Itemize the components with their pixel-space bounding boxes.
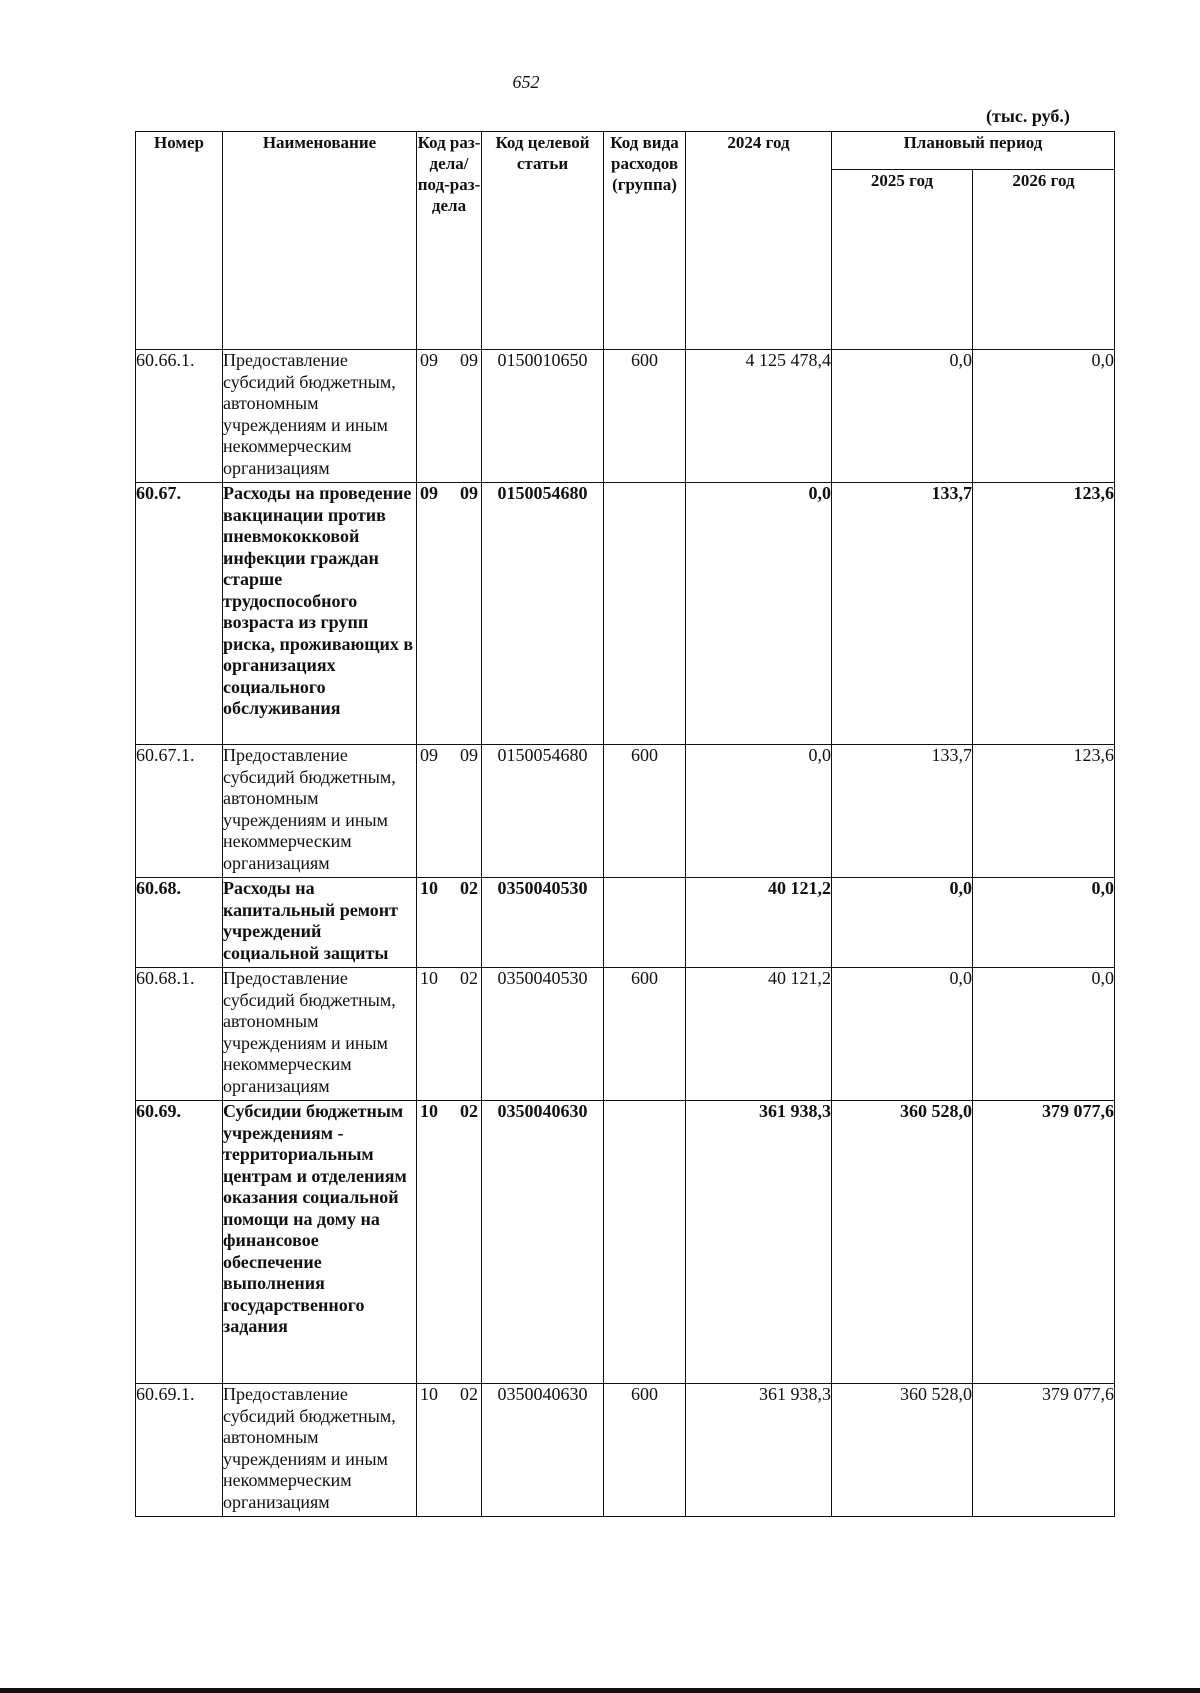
row-name: Предоставление субсидий бюджетным, автономным учреждениям и иным некоммерческим организациям	[223, 350, 417, 483]
row-amount-2024: 40 121,2	[686, 878, 832, 968]
row-expense-group	[604, 878, 686, 968]
row-amount-2024: 40 121,2	[686, 968, 832, 1101]
table-row	[136, 483, 1115, 745]
row-amount-2025: 133,7	[832, 745, 973, 878]
row-name: Предоставление субсидий бюджетным, автономным учреждениям и иным некоммерческим организациям	[223, 1384, 417, 1517]
row-target-code: 0150010650	[482, 350, 604, 483]
row-amount-2025: 360 528,0	[832, 1384, 973, 1517]
row-expense-group	[604, 1101, 686, 1384]
row-amount-2024: 0,0	[686, 745, 832, 878]
section-code: 09	[420, 483, 438, 503]
row-expense-group: 600	[604, 968, 686, 1101]
header-target-code: Код целевой статьи	[482, 132, 604, 350]
table-row	[136, 1101, 1115, 1384]
row-name: Предоставление субсидий бюджетным, автономным учреждениям и иным некоммерческим организациям	[223, 745, 417, 878]
row-expense-group: 600	[604, 745, 686, 878]
section-code: 10	[420, 968, 438, 988]
section-code: 10	[420, 1384, 438, 1404]
row-target-code: 0150054680	[482, 745, 604, 878]
header-expense-type: Код вида расходов (группа)	[604, 132, 686, 350]
subsection-code: 02	[460, 1384, 478, 1404]
row-amount-2024: 361 938,3	[686, 1101, 832, 1384]
row-amount-2024: 4 125 478,4	[686, 350, 832, 483]
table-row	[136, 350, 1115, 483]
row-amount-2024: 361 938,3	[686, 1384, 832, 1517]
scan-edge-line	[0, 1688, 1200, 1693]
subsection-code: 02	[460, 968, 478, 988]
section-code: 10	[420, 1101, 438, 1121]
section-code: 09	[420, 745, 438, 765]
row-amount-2026: 0,0	[973, 968, 1115, 1101]
row-target-code: 0350040630	[482, 1384, 604, 1517]
row-name: Расходы на капитальный ремонт учреждений социальной защиты	[223, 878, 417, 968]
row-section-code	[417, 878, 482, 968]
row-amount-2026: 379 077,6	[973, 1384, 1115, 1517]
header-section-code: Код раз-дела/ под-раз-дела	[417, 132, 482, 350]
row-section-code	[417, 350, 482, 483]
subsection-code: 02	[460, 1101, 478, 1121]
subsection-code: 09	[460, 745, 478, 765]
subsection-code: 02	[460, 878, 478, 898]
row-number: 60.67.	[136, 483, 223, 745]
header-year-2026: 2026 год	[973, 170, 1115, 350]
row-section-code	[417, 745, 482, 878]
subsection-code: 09	[460, 483, 478, 503]
row-section-code	[417, 1384, 482, 1517]
row-target-code: 0350040530	[482, 878, 604, 968]
row-amount-2025: 360 528,0	[832, 1101, 973, 1384]
row-amount-2025: 133,7	[832, 483, 973, 745]
row-section-code	[417, 968, 482, 1101]
row-section-code	[417, 483, 482, 745]
table-row	[136, 878, 1115, 968]
header-plan-period: Плановый период	[832, 132, 1115, 170]
row-name: Предоставление субсидий бюджетным, автономным учреждениям и иным некоммерческим организациям	[223, 968, 417, 1101]
row-amount-2024: 0,0	[686, 483, 832, 745]
row-amount-2026: 0,0	[973, 878, 1115, 968]
table-body	[136, 350, 1115, 1517]
table-row	[136, 968, 1115, 1101]
row-amount-2025: 0,0	[832, 878, 973, 968]
subsection-code: 09	[460, 350, 478, 370]
section-code: 10	[420, 878, 438, 898]
header-year-2024: 2024 год	[686, 132, 832, 350]
row-number: 60.69.1.	[136, 1384, 223, 1517]
row-amount-2025: 0,0	[832, 350, 973, 483]
table-row	[136, 745, 1115, 878]
row-amount-2026: 123,6	[973, 483, 1115, 745]
header-number: Номер	[136, 132, 223, 350]
row-section-code	[417, 1101, 482, 1384]
section-code: 09	[420, 350, 438, 370]
header-year-2025: 2025 год	[832, 170, 973, 350]
row-number: 60.68.1.	[136, 968, 223, 1101]
row-amount-2025: 0,0	[832, 968, 973, 1101]
row-number: 60.66.1.	[136, 350, 223, 483]
row-name: Субсидии бюджетным учреждениям - территориальным центрам и отделениям оказания социальной помощи на дому на финансовое обеспечение выполнения государственного задания	[223, 1101, 417, 1384]
row-target-code: 0150054680	[482, 483, 604, 745]
units-label: (тыс. руб.)	[986, 106, 1070, 126]
row-target-code: 0350040630	[482, 1101, 604, 1384]
row-number: 60.67.1.	[136, 745, 223, 878]
row-number: 60.69.	[136, 1101, 223, 1384]
row-amount-2026: 379 077,6	[973, 1101, 1115, 1384]
row-name: Расходы на проведение вакцинации против пневмококковой инфекции граждан старше трудоспособного возраста из групп риска, проживающих в организациях социального обслуживания	[223, 483, 417, 745]
row-expense-group: 600	[604, 1384, 686, 1517]
row-expense-group: 600	[604, 350, 686, 483]
row-target-code: 0350040530	[482, 968, 604, 1101]
row-number: 60.68.	[136, 878, 223, 968]
header-name: Наименование	[223, 132, 417, 350]
row-expense-group	[604, 483, 686, 745]
page-number: 652	[512, 72, 540, 92]
table-row	[136, 1384, 1115, 1517]
budget-table	[135, 131, 1115, 1517]
row-amount-2026: 0,0	[973, 350, 1115, 483]
row-amount-2026: 123,6	[973, 745, 1115, 878]
